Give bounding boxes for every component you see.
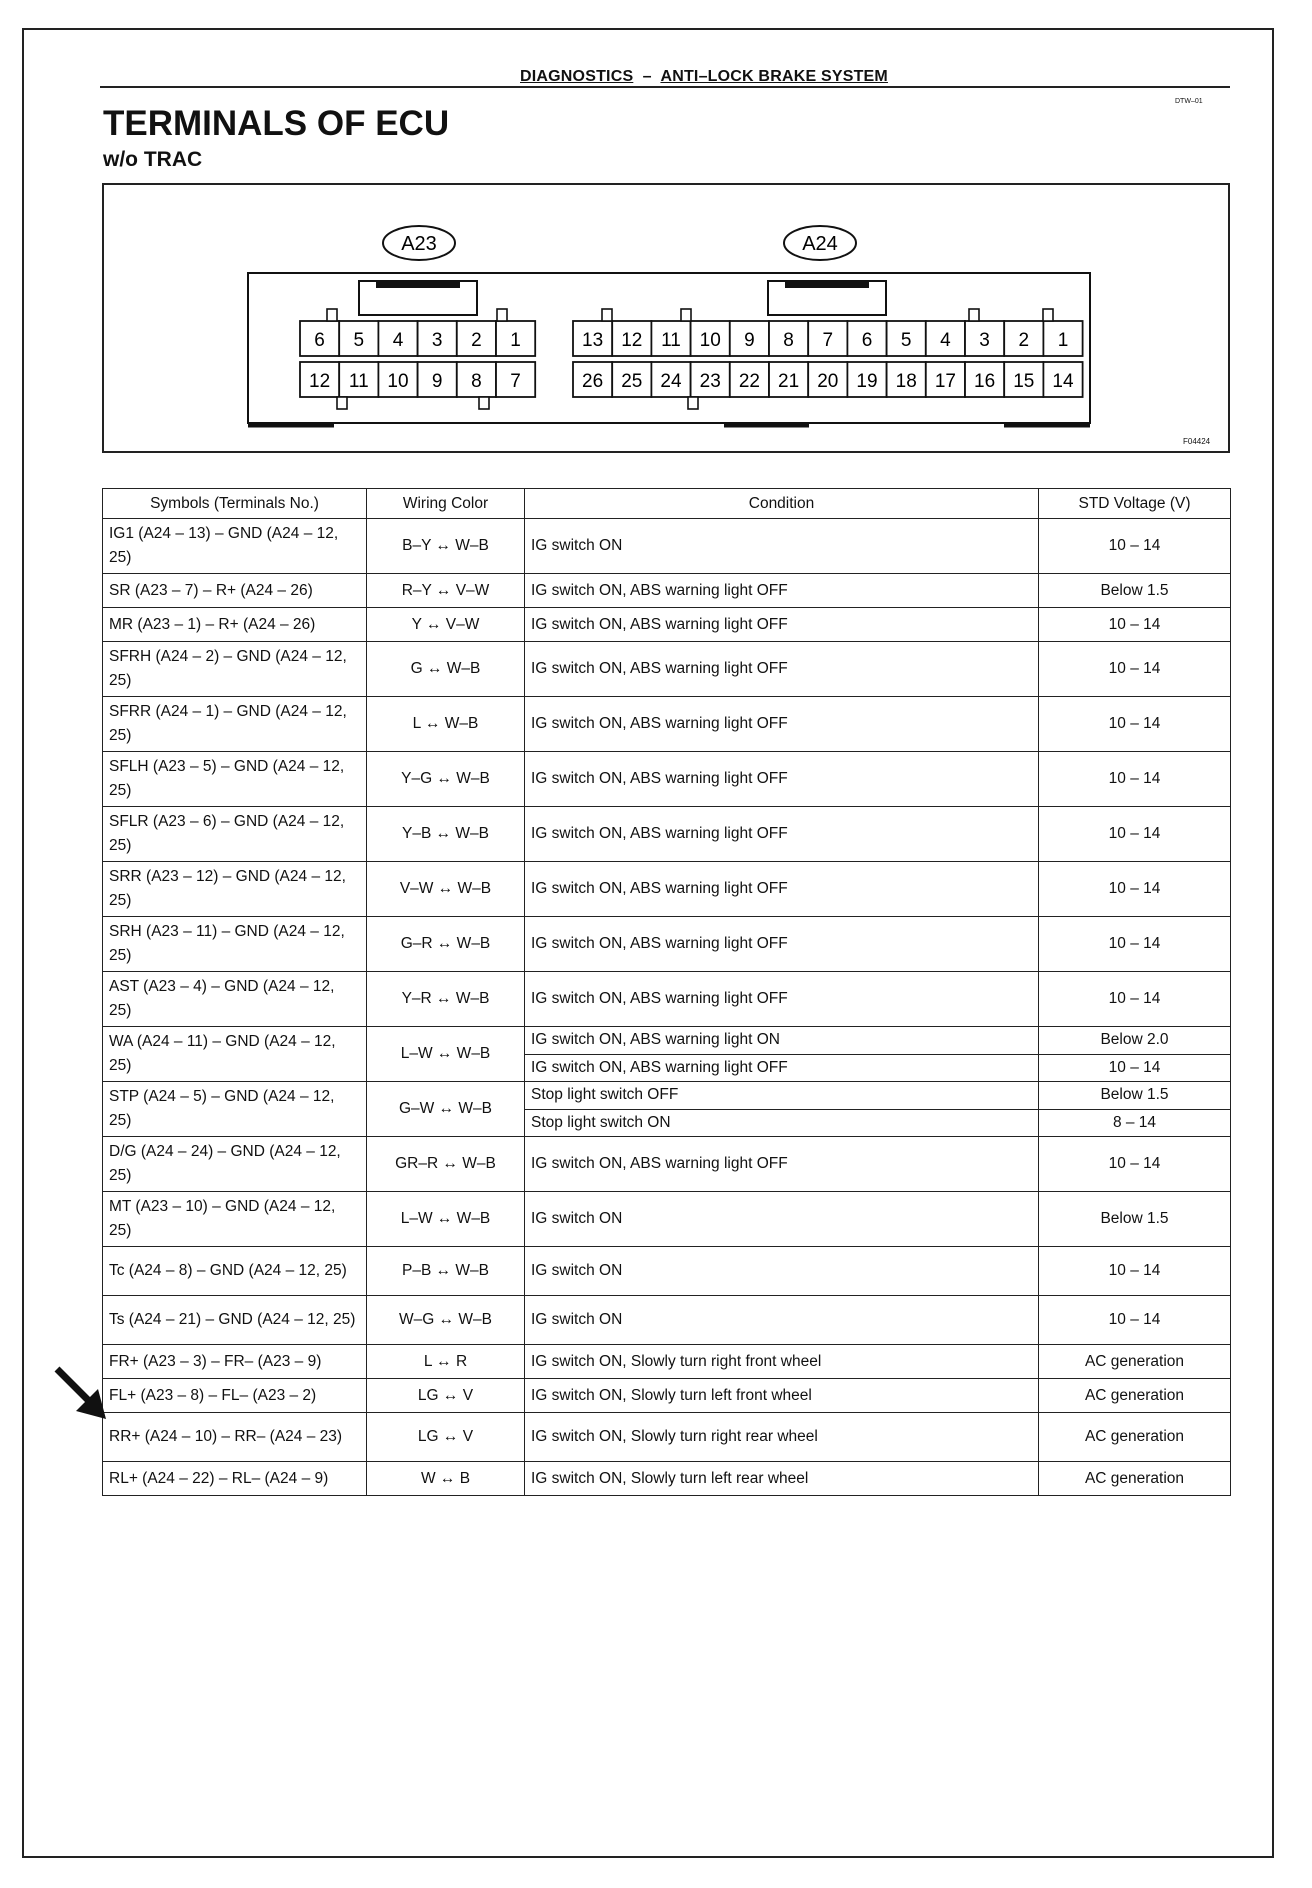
cell-wiring-color: R–Y ↔ V–W	[367, 574, 525, 608]
cell-wiring-color: G ↔ W–B	[367, 642, 525, 697]
cell-condition: IG switch ON	[525, 1296, 1039, 1345]
cell-std-voltage: AC generation	[1039, 1379, 1231, 1413]
cell-std-voltage: 10 – 14	[1039, 697, 1231, 752]
pin-number: 2	[1018, 330, 1030, 351]
a23-latch-bar	[376, 281, 460, 288]
table-row	[103, 608, 1231, 642]
pin-number: 9	[744, 330, 755, 351]
header-section: ANTI–LOCK BRAKE SYSTEM	[660, 68, 888, 85]
table-row	[103, 1027, 1231, 1055]
table-row	[103, 642, 1231, 697]
connector-drawing	[104, 185, 1228, 451]
cell-condition: IG switch ON, ABS warning light OFF	[525, 807, 1039, 862]
cell-wiring-color: V–W ↔ W–B	[367, 862, 525, 917]
cell-condition: IG switch ON, ABS warning light OFF	[525, 972, 1039, 1027]
cell-wiring-color: LG ↔ V	[367, 1413, 525, 1462]
cell-symbol: SFLH (A23 – 5) – GND (A24 – 12, 25)	[103, 752, 367, 807]
cell-wiring-color: L–W ↔ W–B	[367, 1192, 525, 1247]
pin-number: 18	[895, 371, 917, 392]
key-tab	[602, 309, 612, 321]
key-tab	[327, 309, 337, 321]
pin-number: 13	[582, 330, 604, 351]
cell-std-voltage: 10 – 14	[1039, 917, 1231, 972]
pin-number: 3	[979, 330, 990, 351]
cell-condition: IG switch ON, ABS warning light OFF	[525, 1137, 1039, 1192]
cell-wiring-color: GR–R ↔ W–B	[367, 1137, 525, 1192]
cell-condition: IG switch ON, ABS warning light ON	[525, 1027, 1039, 1055]
pin-number: 10	[387, 371, 409, 392]
key-tab	[479, 397, 489, 409]
pin-number: 4	[392, 330, 404, 351]
page-header	[520, 68, 888, 86]
cell-wiring-color: LG ↔ V	[367, 1379, 525, 1413]
header-condition: Condition	[525, 489, 1039, 519]
cell-std-voltage: AC generation	[1039, 1462, 1231, 1496]
table-row	[103, 1247, 1231, 1296]
cell-symbol: D/G (A24 – 24) – GND (A24 – 12, 25)	[103, 1137, 367, 1192]
cell-std-voltage: 8 – 14	[1039, 1109, 1231, 1137]
cell-condition: IG switch ON, ABS warning light OFF	[525, 642, 1039, 697]
pin-number: 6	[314, 330, 325, 351]
header-separator: –	[642, 68, 652, 85]
a24-latch-bar	[785, 281, 869, 288]
cell-wiring-color: W ↔ B	[367, 1462, 525, 1496]
cell-wiring-color: L ↔ R	[367, 1345, 525, 1379]
cell-std-voltage: 10 – 14	[1039, 608, 1231, 642]
pin-number: 5	[900, 330, 912, 351]
cell-symbol: RL+ (A24 – 22) – RL– (A24 – 9)	[103, 1462, 367, 1496]
pin-number: 12	[309, 371, 331, 392]
pin-number: 25	[621, 371, 643, 392]
key-tab	[497, 309, 507, 321]
cell-symbol: FL+ (A23 – 8) – FL– (A23 – 2)	[103, 1379, 367, 1413]
pointer-arrow-icon	[52, 1365, 112, 1425]
pin-number: 12	[621, 330, 643, 351]
cell-condition: IG switch ON, ABS warning light OFF	[525, 1054, 1039, 1082]
table-row	[103, 1462, 1231, 1496]
key-tab	[681, 309, 691, 321]
cell-condition: IG switch ON, ABS warning light OFF	[525, 917, 1039, 972]
cell-symbol: AST (A23 – 4) – GND (A24 – 12, 25)	[103, 972, 367, 1027]
header-std-voltage: STD Voltage (V)	[1039, 489, 1231, 519]
cell-symbol: MT (A23 – 10) – GND (A24 – 12, 25)	[103, 1192, 367, 1247]
cell-symbol: STP (A24 – 5) – GND (A24 – 12, 25)	[103, 1082, 367, 1137]
cell-symbol: SFLR (A23 – 6) – GND (A24 – 12, 25)	[103, 807, 367, 862]
page-title: TERMINALS OF ECU	[103, 104, 450, 143]
cell-std-voltage: Below 2.0	[1039, 1027, 1231, 1055]
pin-number: 11	[348, 371, 369, 392]
cell-condition: IG switch ON, Slowly turn right rear wheel	[525, 1413, 1039, 1462]
table-row	[103, 519, 1231, 574]
cell-condition: IG switch ON, ABS warning light OFF	[525, 862, 1039, 917]
cell-condition: IG switch ON	[525, 1247, 1039, 1296]
key-tab	[969, 309, 979, 321]
pin-number: 3	[431, 330, 443, 351]
cell-std-voltage: AC generation	[1039, 1413, 1231, 1462]
table-row	[103, 1296, 1231, 1345]
table-row	[103, 917, 1231, 972]
cell-std-voltage: Below 1.5	[1039, 1192, 1231, 1247]
cell-std-voltage: AC generation	[1039, 1345, 1231, 1379]
connector-diagram	[102, 183, 1230, 453]
cell-condition: IG switch ON	[525, 1192, 1039, 1247]
table-row	[103, 1345, 1231, 1379]
pin-number: 1	[1057, 330, 1069, 351]
table-row	[103, 1379, 1231, 1413]
pin-number: 8	[783, 330, 794, 351]
cell-wiring-color: G–R ↔ W–B	[367, 917, 525, 972]
pin-number: 1	[510, 330, 521, 351]
cell-std-voltage: 10 – 14	[1039, 642, 1231, 697]
cell-symbol: SFRH (A24 – 2) – GND (A24 – 12, 25)	[103, 642, 367, 697]
table-row	[103, 1082, 1231, 1110]
cell-symbol: SRR (A23 – 12) – GND (A24 – 12, 25)	[103, 862, 367, 917]
pin-number: 24	[660, 371, 682, 392]
cell-std-voltage: 10 – 14	[1039, 752, 1231, 807]
table-row	[103, 1413, 1231, 1462]
cell-symbol: WA (A24 – 11) – GND (A24 – 12, 25)	[103, 1027, 367, 1082]
cell-wiring-color: L–W ↔ W–B	[367, 1027, 525, 1082]
cell-condition: IG switch ON, ABS warning light OFF	[525, 697, 1039, 752]
pin-number: 15	[1013, 371, 1035, 392]
pin-number: 6	[861, 330, 873, 351]
pin-number: 16	[974, 371, 996, 392]
cell-std-voltage: 10 – 14	[1039, 862, 1231, 917]
table-row	[103, 1192, 1231, 1247]
cell-wiring-color: Y–G ↔ W–B	[367, 752, 525, 807]
cell-wiring-color: Y–R ↔ W–B	[367, 972, 525, 1027]
cell-symbol: Ts (A24 – 21) – GND (A24 – 12, 25)	[103, 1296, 367, 1345]
cell-condition: Stop light switch OFF	[525, 1082, 1039, 1110]
cell-symbol: FR+ (A23 – 3) – FR– (A23 – 9)	[103, 1345, 367, 1379]
cell-symbol: SRH (A23 – 11) – GND (A24 – 12, 25)	[103, 917, 367, 972]
cell-wiring-color: G–W ↔ W–B	[367, 1082, 525, 1137]
header-wiring-color: Wiring Color	[367, 489, 525, 519]
pin-number: 23	[699, 371, 721, 392]
pin-number: 5	[353, 330, 365, 351]
header-rule	[100, 86, 1230, 88]
cell-wiring-color: P–B ↔ W–B	[367, 1247, 525, 1296]
key-tab	[1043, 309, 1053, 321]
pin-number: 10	[699, 330, 721, 351]
table-row	[103, 752, 1231, 807]
pin-number: 9	[431, 371, 443, 392]
cell-std-voltage: 10 – 14	[1039, 972, 1231, 1027]
pin-number: 7	[510, 371, 521, 392]
cell-symbol: MR (A23 – 1) – R+ (A24 – 26)	[103, 608, 367, 642]
pin-number: 11	[661, 330, 681, 351]
pin-number: 19	[856, 371, 878, 392]
pin-number: 20	[817, 371, 839, 392]
cell-wiring-color: Y ↔ V–W	[367, 608, 525, 642]
cell-condition: IG switch ON, ABS warning light OFF	[525, 574, 1039, 608]
key-tab	[337, 397, 347, 409]
cell-symbol: Tc (A24 – 8) – GND (A24 – 12, 25)	[103, 1247, 367, 1296]
pin-number: 17	[934, 371, 956, 392]
cell-symbol: IG1 (A24 – 13) – GND (A24 – 12, 25)	[103, 519, 367, 574]
table-row	[103, 807, 1231, 862]
table-row	[103, 1137, 1231, 1192]
cell-std-voltage: Below 1.5	[1039, 1082, 1231, 1110]
table-row	[103, 574, 1231, 608]
cell-wiring-color: B–Y ↔ W–B	[367, 519, 525, 574]
cell-condition: IG switch ON, Slowly turn right front wheel	[525, 1345, 1039, 1379]
cell-condition: IG switch ON	[525, 519, 1039, 574]
cell-std-voltage: 10 – 14	[1039, 1054, 1231, 1082]
cell-condition: IG switch ON, Slowly turn left front wheel	[525, 1379, 1039, 1413]
pin-number: 21	[778, 371, 800, 392]
header-chapter: DIAGNOSTICS	[520, 68, 634, 85]
cell-condition: Stop light switch ON	[525, 1109, 1039, 1137]
cell-std-voltage: 10 – 14	[1039, 1137, 1231, 1192]
terminals-table	[102, 488, 1231, 1496]
cell-std-voltage: 10 – 14	[1039, 1247, 1231, 1296]
header-symbols: Symbols (Terminals No.)	[103, 489, 367, 519]
cell-condition: IG switch ON, Slowly turn left rear wheel	[525, 1462, 1039, 1496]
document-code: DTW–01	[1175, 98, 1203, 105]
cell-std-voltage: 10 – 14	[1039, 519, 1231, 574]
table-header-row	[103, 489, 1231, 519]
pin-number: 4	[940, 330, 951, 351]
cell-std-voltage: Below 1.5	[1039, 574, 1231, 608]
cell-condition: IG switch ON, ABS warning light OFF	[525, 608, 1039, 642]
figure-id: F04424	[1183, 437, 1211, 446]
cell-wiring-color: L ↔ W–B	[367, 697, 525, 752]
page-subtitle: w/o TRAC	[103, 148, 203, 171]
pin-number: 22	[738, 371, 760, 392]
cell-wiring-color: W–G ↔ W–B	[367, 1296, 525, 1345]
pin-number: 26	[582, 371, 604, 392]
table-row	[103, 862, 1231, 917]
cell-condition: IG switch ON, ABS warning light OFF	[525, 752, 1039, 807]
connector-label: A24	[802, 233, 838, 255]
pin-number: 2	[471, 330, 482, 351]
cell-std-voltage: 10 – 14	[1039, 1296, 1231, 1345]
pin-number: 7	[822, 330, 834, 351]
connector-label: A23	[401, 233, 437, 255]
cell-wiring-color: Y–B ↔ W–B	[367, 807, 525, 862]
cell-std-voltage: 10 – 14	[1039, 807, 1231, 862]
cell-symbol: SFRR (A24 – 1) – GND (A24 – 12, 25)	[103, 697, 367, 752]
pin-number: 8	[471, 371, 482, 392]
table-row	[103, 972, 1231, 1027]
key-tab	[688, 397, 698, 409]
table-row	[103, 697, 1231, 752]
cell-symbol: SR (A23 – 7) – R+ (A24 – 26)	[103, 574, 367, 608]
pin-number: 14	[1052, 371, 1074, 392]
cell-symbol: RR+ (A24 – 10) – RR– (A24 – 23)	[103, 1413, 367, 1462]
